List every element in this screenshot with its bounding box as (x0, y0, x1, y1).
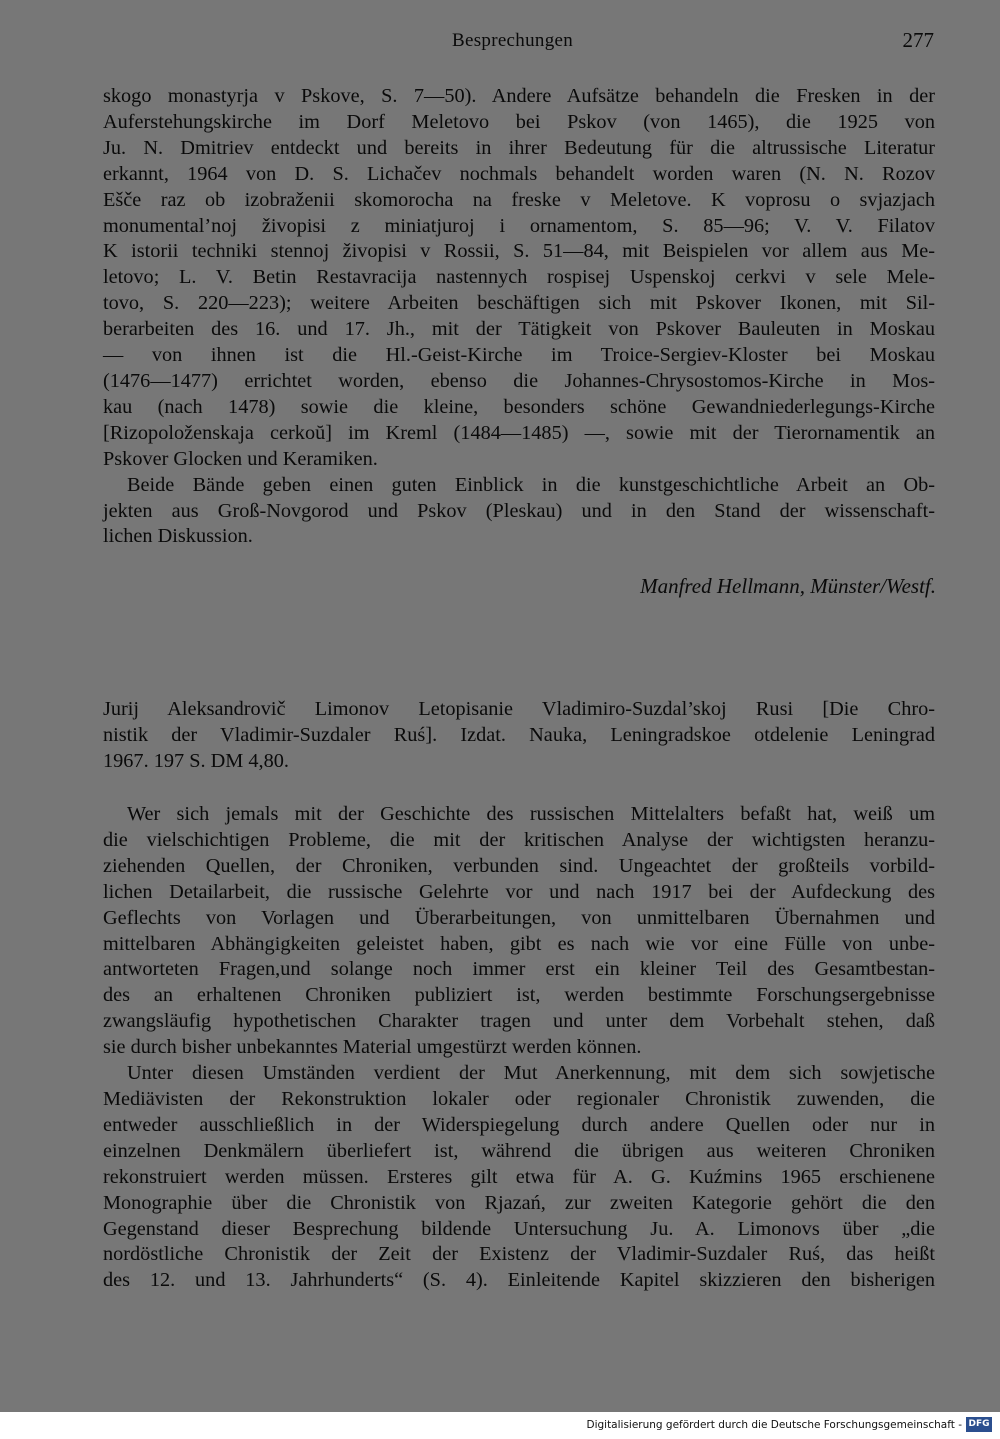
page-header (0, 30, 1000, 60)
text-line: erkannt, 1964 von D. S. Lichačev nochmals behandelt worden waren (N. N. Rozov (103, 162, 935, 185)
text-line: Geflechts von Vorlagen und Überarbeitungen, von unmittelbaren Übernahmen und (103, 906, 935, 929)
text-line: Ešče raz ob izobraženii skomorocha na freske v Meletove. K voprosu o svjazjach (103, 188, 935, 211)
running-title: Besprechungen (452, 30, 574, 51)
text-line: nordöstliche Chronistik der Zeit der Existenz der Vladimir-Suzdaler Ruś, das heißt (103, 1243, 935, 1266)
text-line: des an erhaltenen Chroniken publiziert ist, werden bestimmte Forschungsergebnisse (103, 984, 935, 1007)
text-line: Wer sich jemals mit der Geschichte des russischen Mittelalters befaßt hat, weiß um (127, 803, 935, 825)
text-line: mittelbaren Abhängigkeiten geleistet haben, gibt es nach wie vor eine Fülle von unbe- (103, 932, 935, 955)
text-line: Monographie über die Chronistik von Rjazań, zur zweiten Kategorie gehört die den (103, 1191, 935, 1214)
text-line: lichen Diskussion. (103, 525, 253, 548)
text-line: kau (nach 1478) sowie die kleine, besonders schöne Gewandniederlegungs-Kirche (103, 395, 935, 418)
text-line: rekonstruiert werden müssen. Ersteres gilt etwa für A. G. Kuźmins 1965 erschienene (103, 1165, 935, 1188)
text-line: Mediävisten der Rekonstruktion lokaler oder regionaler Chronistik zuwenden, die (103, 1087, 935, 1110)
text-line: einzelnen Denkmälern überliefert ist, während die übrigen aus weiteren Chroniken (103, 1139, 935, 1162)
digitization-footer (0, 1412, 1000, 1439)
citation-line: 1967. 197 S. DM 4,80. (103, 749, 289, 772)
text-line: ziehenden Quellen, der Chroniken, verbunden sind. Ungeachtet der großteils vorbild- (103, 854, 935, 877)
text-line: entweder ausschließlich in der Widerspiegelung durch andere Quellen oder nur in (103, 1113, 935, 1136)
text-line: berarbeiten des 16. und 17. Jh., mit der Tätigkeit von Pskover Bauleuten in Moskau (103, 318, 935, 341)
text-line: — von ihnen ist die Hl.-Geist-Kirche im Troice-Sergiev-Kloster bei Moskau (103, 344, 935, 367)
citation-line: Jurij Aleksandrovič Limonov Letopisanie Vladimiro-Suzdal’skoj Rusi [Die Chro- (103, 698, 935, 720)
text-line: des 12. und 13. Jahrhunderts“ (S. 4). Einleitende Kapitel skizzieren den bisherigen (103, 1269, 935, 1292)
text-line: monumental’noj živopisi z miniatjuroj i ornamentom, S. 85—96; V. V. Filatov (103, 214, 935, 237)
footer-credit: Digitalisierung gefördert durch die Deutsche Forschungsgemeinschaft - (586, 1419, 962, 1431)
text-line: Pskover Glocken und Keramiken. (103, 447, 378, 470)
text-line: antworteten Fragen,und solange noch immer erst ein kleiner Teil des Gesamtbestan- (103, 958, 935, 981)
text-line: sie durch bisher unbekanntes Material umgestürzt werden können. (103, 1036, 642, 1059)
page-number: 277 (902, 28, 934, 52)
text-line: Gegenstand dieser Besprechung bildende Untersuchung Ju. A. Limonovs über „die (103, 1217, 935, 1240)
text-line: Auferstehungskirche im Dorf Meletovo bei Pskov (von 1465), die 1925 von (103, 110, 935, 133)
text-line: lichen Detailarbeit, die russische Gelehrte vor und nach 1917 bei der Aufdeckung des (103, 880, 935, 903)
text-line: (1476—1477) errichtet worden, ebenso die Johannes-Chrysostomos-Kirche in Mos- (103, 369, 935, 392)
text-line: Ju. N. Dmitriev entdeckt und bereits in ihrer Bedeutung für die altrussische Literatur (103, 136, 935, 159)
dfg-logo-icon: DFG (966, 1417, 992, 1432)
citation-line: nistik der Vladimir-Suzdaler Ruś]. Izdat. Nauka, Leningradskoe otdelenie Leningrad (103, 723, 935, 746)
text-line: Unter diesen Umständen verdient der Mut Anerkennung, mit dem sich sowjetische (127, 1062, 935, 1085)
review2-body (103, 802, 935, 1294)
text-line: die vielschichtigen Probleme, die mit der kritischen Analyse der wichtigsten heranzu- (103, 828, 935, 851)
text-line: Beide Bände geben einen guten Einblick in die kunstgeschichtliche Arbeit an Ob- (127, 473, 935, 496)
reviewer-signature: Manfred Hellmann, Münster/Westf. (640, 574, 936, 598)
text-line: jekten aus Groß-Novgorod und Pskov (Pleskau) und in den Stand der wissenschaft- (103, 499, 935, 522)
text-line: tovo, S. 220—223); weitere Arbeiten beschäftigen sich mit Pskover Ikonen, mit Sil- (103, 292, 935, 315)
text-line: skogo monastyrja v Pskove, S. 7—50). Andere Aufsätze behandeln die Fresken in der (103, 85, 935, 107)
review1-paragraph1 (103, 84, 935, 550)
text-line: letovo; L. V. Betin Restavracija nastennych rospisej Uspenskoj cerkvi v sele Mele- (103, 266, 935, 289)
text-line: K istorii techniki stennoj živopisi v Rossii, S. 51—84, mit Beispielen vor allem aus Me- (103, 240, 935, 263)
text-line: [Rizopoloženskaja cerkoŭ] im Kreml (1484—1485) —, sowie mit der Tierornamentik an (103, 421, 935, 444)
review2-citation (103, 697, 935, 775)
text-line: zwangsläufig hypothetischen Charakter tragen und unter dem Vorbehalt stehen, daß (103, 1010, 935, 1033)
